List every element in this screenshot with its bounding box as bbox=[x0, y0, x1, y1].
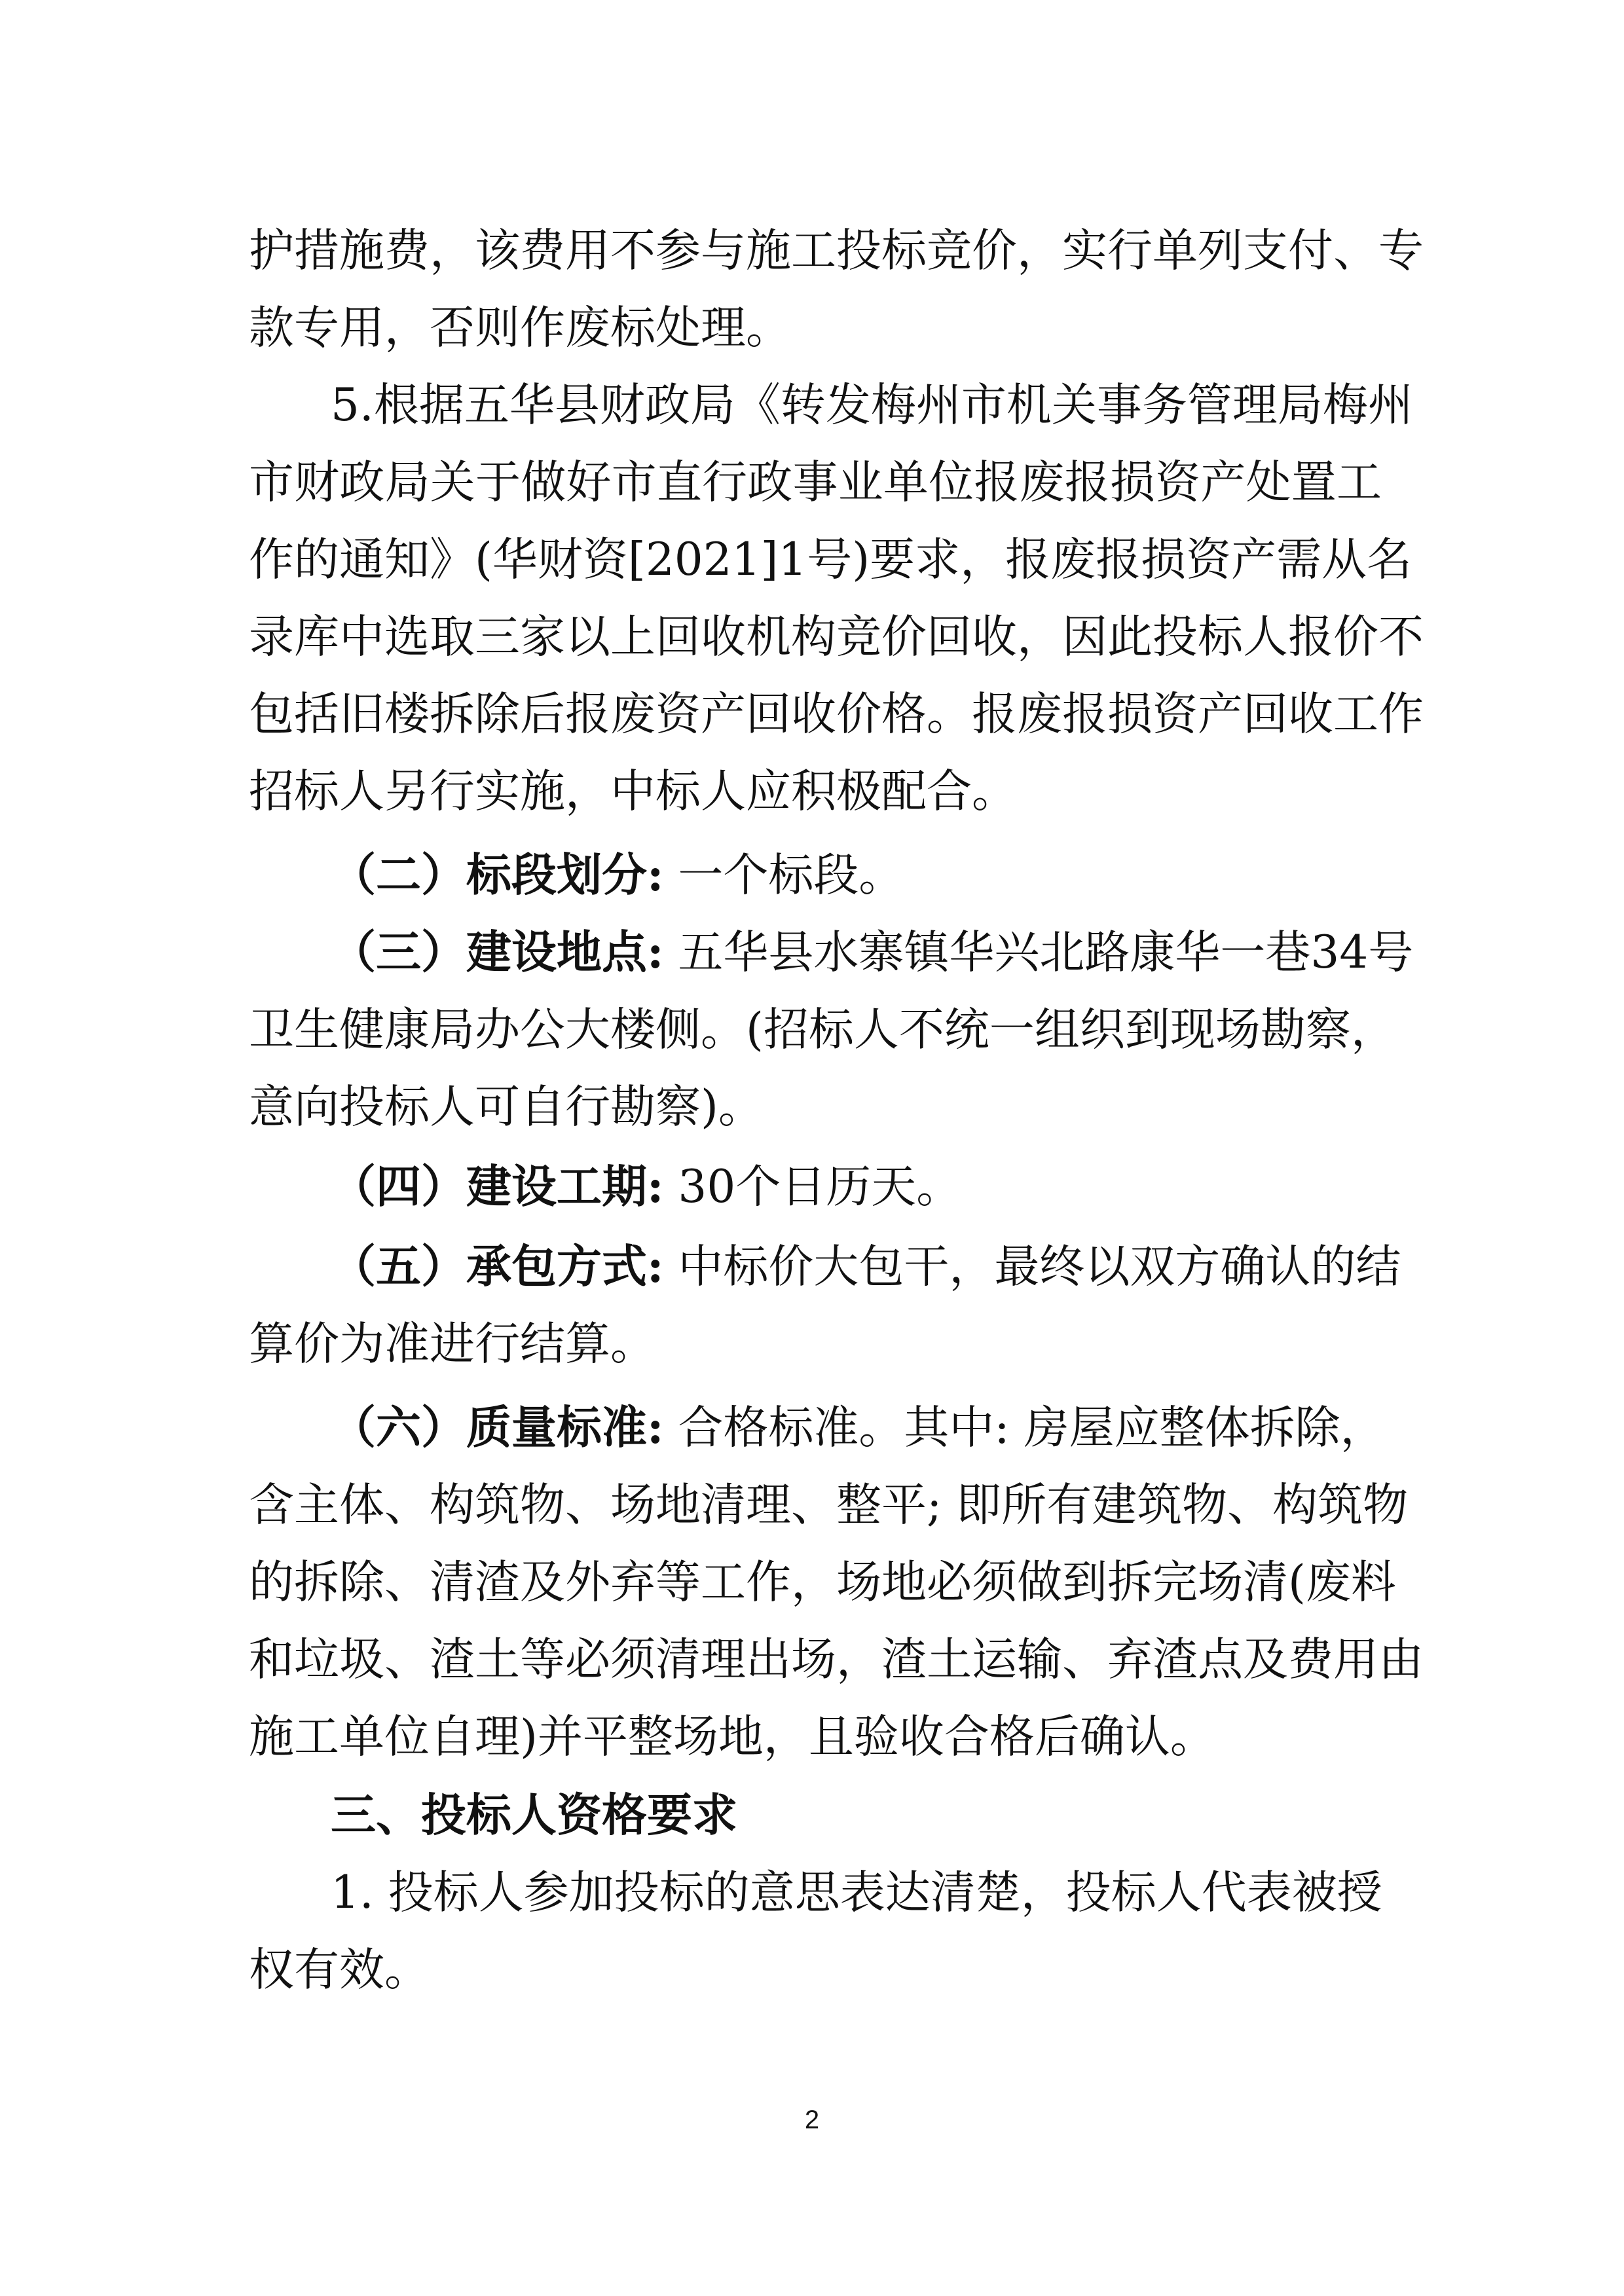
page-number: 2 bbox=[804, 2105, 820, 2134]
section-label: （五）承包方式: bbox=[331, 1240, 664, 1293]
paragraph-line: 5.根据五华县财政局《转发梅州市机关事务管理局梅州 bbox=[331, 379, 1413, 431]
section-quality-standard bbox=[331, 1398, 1386, 1457]
section-label: （三）建设地点: bbox=[331, 926, 664, 979]
section-value: 一个标段。 bbox=[663, 849, 904, 902]
paragraph-line: 施工单位自理)并平整场地，且验收合格后确认。 bbox=[249, 1711, 1215, 1763]
section-duration bbox=[331, 1157, 1382, 1216]
paragraph-line: 权有效。 bbox=[249, 1944, 430, 1996]
section-heading: 三、投标人资格要求 bbox=[331, 1789, 737, 1842]
section-location bbox=[331, 923, 1414, 982]
section-value: 30个日历天。 bbox=[663, 1161, 962, 1213]
section-label: （二）标段划分: bbox=[331, 848, 664, 902]
section-bid-division bbox=[331, 846, 1382, 905]
paragraph-line: 包括旧楼拆除后报废资产回收价格。报废报损资产回收工作 bbox=[249, 688, 1424, 740]
section-value: 合格标准。其中: 房屋应整体拆除， bbox=[663, 1402, 1386, 1454]
section-label: （四）建设工期: bbox=[331, 1160, 664, 1213]
section-contract-method bbox=[331, 1237, 1401, 1296]
paragraph-line: 意向投标人可自行勘察)。 bbox=[249, 1081, 764, 1133]
paragraph-line: 招标人另行实施，中标人应积极配合。 bbox=[249, 765, 1017, 818]
paragraph-line: 1. 投标人参加投标的意思表达清楚，投标人代表被授 bbox=[331, 1867, 1382, 1919]
paragraph-line: 录库中选取三家以上回收机构竞价回收，因此投标人报价不 bbox=[249, 611, 1424, 663]
paragraph-line: 作的通知》(华财资[2021]1号)要求，报废报损资产需从名 bbox=[249, 534, 1412, 586]
paragraph-line: 算价为准进行结算。 bbox=[249, 1318, 655, 1370]
paragraph-line: 卫生健康局办公大楼侧。(招标人不统一组织到现场勘察， bbox=[249, 1004, 1396, 1056]
paragraph-line: 和垃圾、渣土等必须清理出场，渣土运输、弃渣点及费用由 bbox=[249, 1633, 1424, 1686]
paragraph-line: 的拆除、清渣及外弃等工作，场地必须做到拆完场清(废料 bbox=[249, 1556, 1396, 1609]
paragraph-line: 含主体、构筑物、场地清理、整平; 即所有建筑物、构筑物 bbox=[249, 1479, 1409, 1531]
paragraph-line: 款专用，否则作废标处理。 bbox=[249, 302, 791, 354]
section-value: 五华县水寨镇华兴北路康华一巷34号 bbox=[663, 926, 1414, 979]
paragraph-line: 护措施费，该费用不参与施工投标竞价，实行单列支付、专 bbox=[249, 225, 1424, 277]
section-label: （六）质量标准: bbox=[331, 1401, 664, 1454]
section-value: 中标价大包干，最终以双方确认的结 bbox=[663, 1241, 1401, 1293]
paragraph-line: 市财政局关于做好市直行政事业单位报废报损资产处置工 bbox=[249, 456, 1382, 509]
